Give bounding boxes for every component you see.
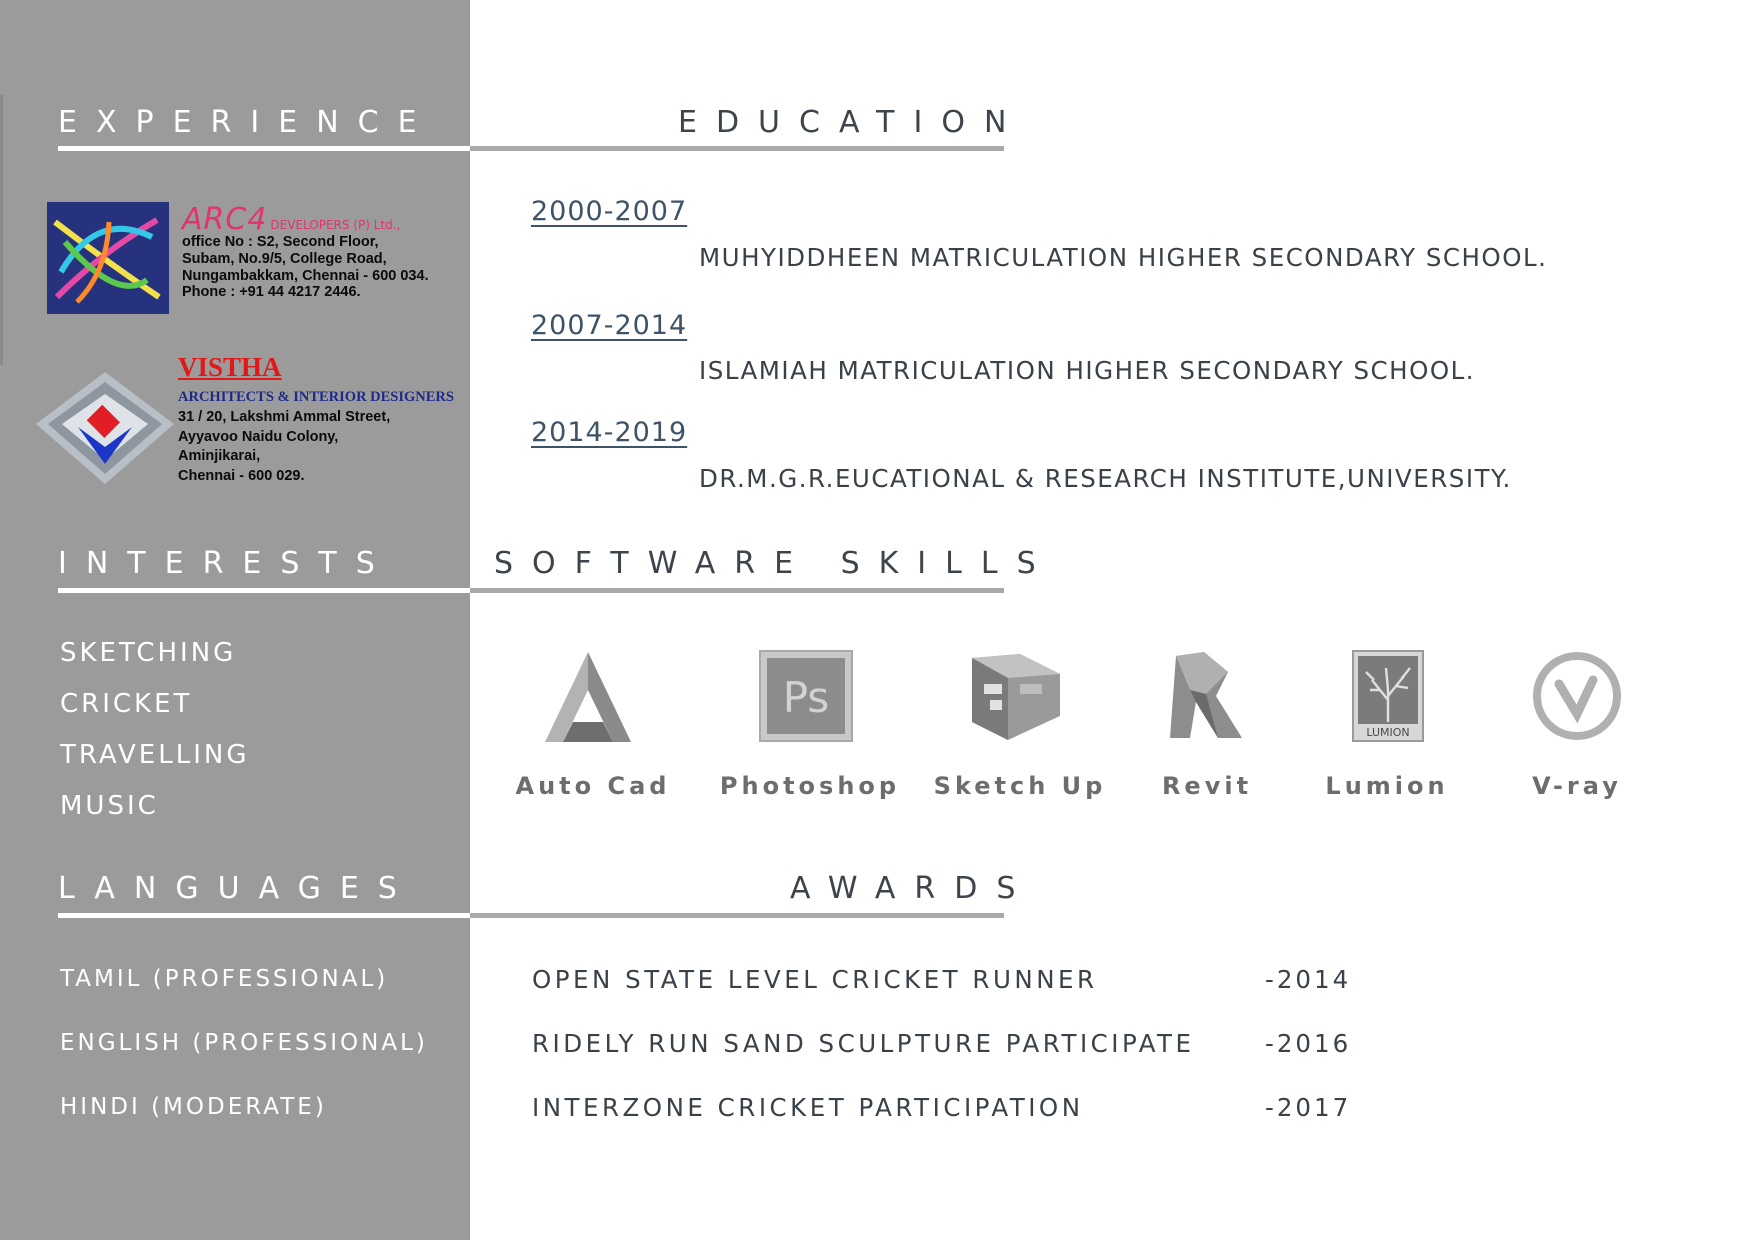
education-rule [470,146,1004,151]
education-school: ISLAMIAH MATRICULATION HIGHER SECONDARY SCHOOL. [699,356,1476,385]
vistha-logo [36,372,174,487]
education-years: 2007-2014 [531,310,688,341]
sketchup-icon [935,650,1095,744]
skill-label: Lumion [1325,772,1449,800]
education-heading: EDUCATION [678,105,1026,140]
education-school: DR.M.G.R.EUCATIONAL & RESEARCH INSTITUTE,UNIVERSITY. [699,464,1512,493]
photoshop-glyph: Ps [782,673,830,722]
language-item: TAMIL (PROFESSIONAL) [60,966,389,992]
award-name: OPEN STATE LEVEL CRICKET RUNNER [532,965,1098,994]
education-years: 2000-2007 [531,196,688,227]
skill-label: Photoshop [719,772,901,800]
vray-icon [1497,650,1657,742]
languages-heading: LANGUAGES [58,871,416,906]
arc4-name [182,202,400,237]
vistha-address [178,408,390,486]
education-years: 2014-2019 [531,417,688,448]
awards-rule [470,913,1004,918]
experience-heading: EXPERIENCE [58,105,436,140]
vistha-name: VISTHA [178,352,282,382]
photoshop-icon [726,650,886,742]
address-line: Aminjikarai, [178,448,261,464]
arc4-logo [47,202,169,314]
revit-icon [1126,650,1286,744]
interest-item: TRAVELLING [60,740,250,770]
award-name: RIDELY RUN SAND SCULPTURE PARTICIPATE [532,1029,1195,1058]
interest-item: MUSIC [60,791,159,821]
interest-item: CRICKET [60,689,193,719]
languages-rule [58,913,470,918]
interests-rule [58,588,470,593]
award-year: -2016 [1265,1029,1352,1058]
skill-label: Sketch Up [933,772,1107,800]
address-line: 31 / 20, Lakshmi Ammal Street, [178,409,391,425]
skill-label: Revit [1161,772,1253,800]
skill-label: V-ray [1532,772,1622,800]
autocad-icon [508,650,668,746]
lumion-icon [1308,650,1468,742]
awards-heading: AWARDS [790,871,1035,906]
address-line: Nungambakkam, Chennai - 600 034. [182,267,429,284]
language-item: HINDI (MODERATE) [60,1094,327,1120]
education-school: MUHYIDDHEEN MATRICULATION HIGHER SECONDARY SCHOOL. [699,243,1548,272]
award-year: -2014 [1265,965,1352,994]
arc4-suffix: DEVELOPERS (P) Ltd., [270,218,401,232]
experience-rule [58,146,470,151]
award-year: -2017 [1265,1093,1352,1122]
address-line: Subam, No.9/5, College Road, [182,250,387,267]
arc4-address [182,234,429,301]
award-name: INTERZONE CRICKET PARTICIPATION [532,1093,1084,1122]
address-line: Phone : +91 44 4217 2446. [182,284,361,301]
address-line: office No : S2, Second Floor, [182,234,379,250]
interests-heading: INTERESTS [58,546,394,581]
interest-item: SKETCHING [60,638,237,668]
software-skills-rule [470,588,1004,593]
skill-label: Auto Cad [515,772,671,800]
address-line: Chennai - 600 029. [178,467,305,484]
language-item: ENGLISH (PROFESSIONAL) [60,1030,428,1056]
edge-line [0,95,3,365]
arc4-brand: ARC4 [182,202,268,237]
address-line: Ayyavoo Naidu Colony, [178,428,339,445]
lumion-glyph: LUMION [1366,726,1410,739]
software-skills-heading: SOFTWARE SKILLS [494,546,1055,581]
vistha-subtitle: ARCHITECTS & INTERIOR DESIGNERS [178,389,454,405]
